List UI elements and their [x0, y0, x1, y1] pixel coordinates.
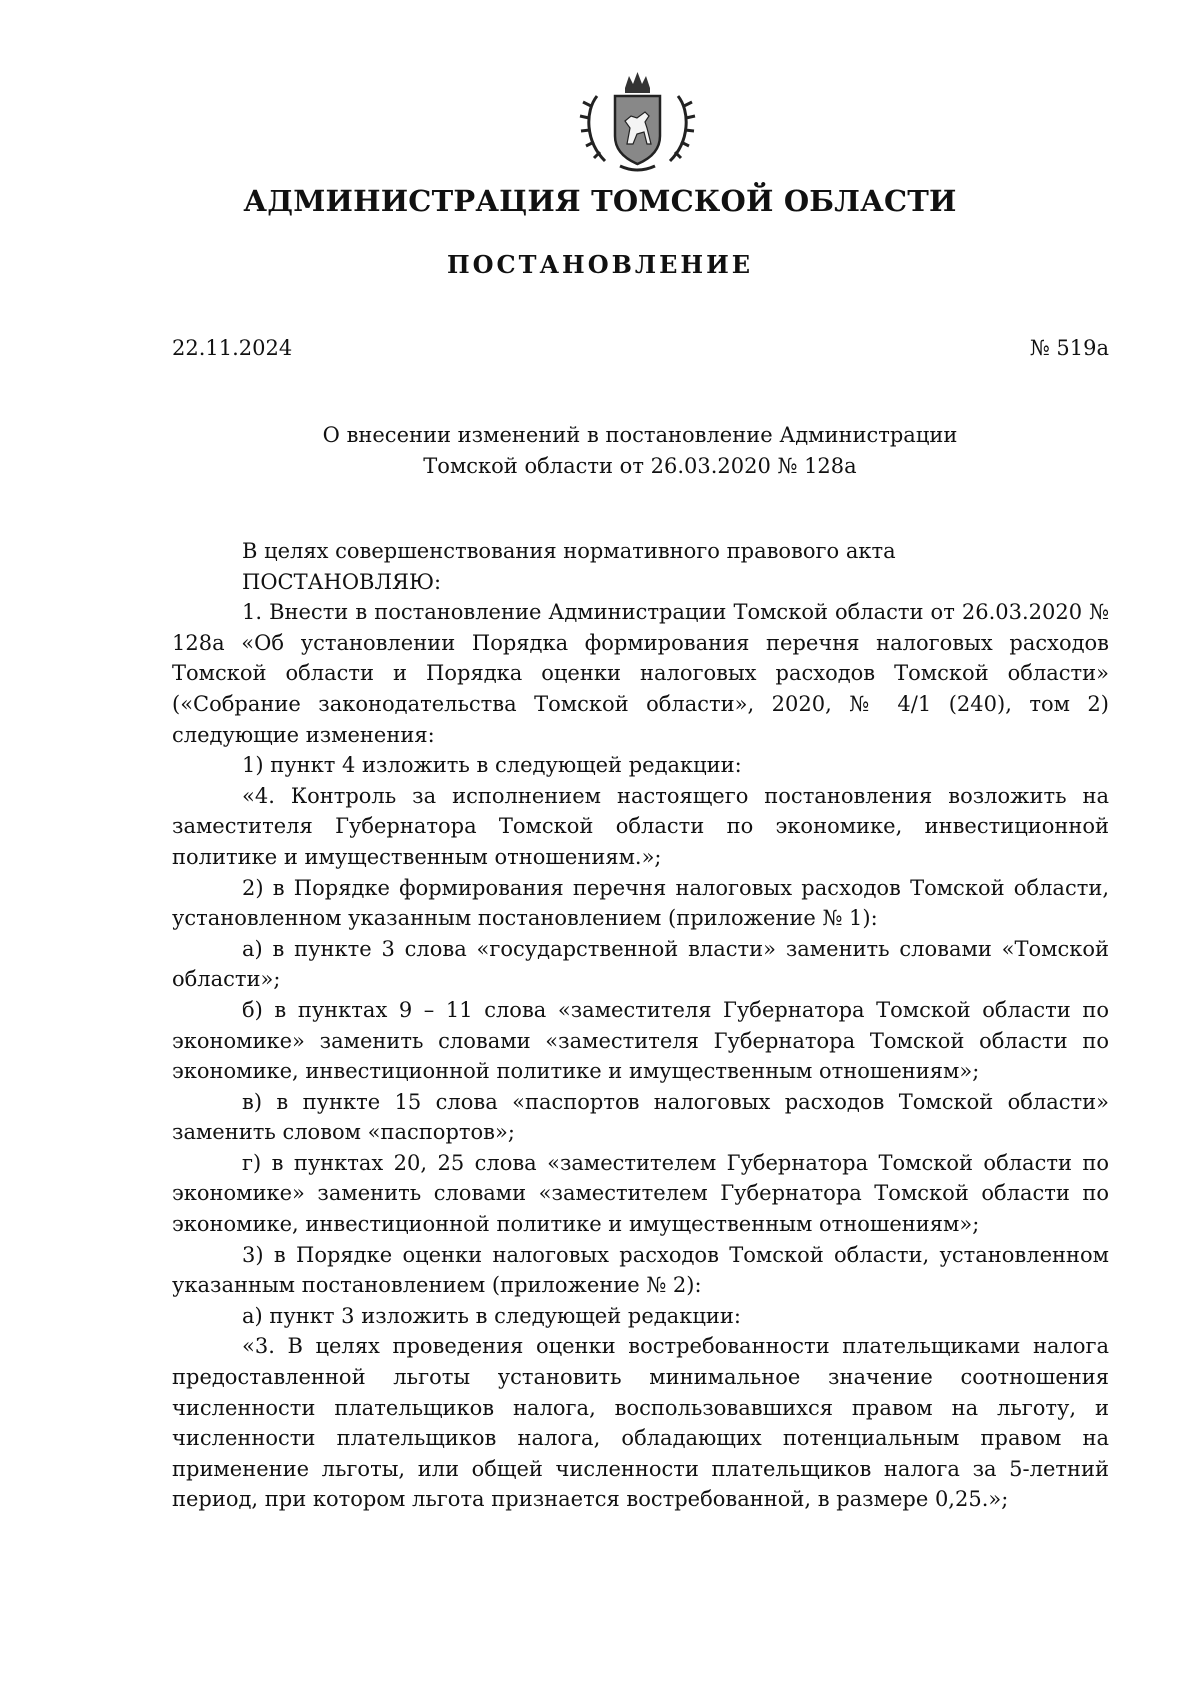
body-paragraph: в) в пункте 15 слова «паспортов налоговых расходов Томской области» заменить словом «паспортов»;	[172, 1089, 1109, 1145]
subject-line-2: Томской области от 26.03.2020 № 128а	[423, 454, 857, 478]
body-paragraph: г) в пунктах 20, 25 слова «заместителем Губернатора Томской области по экономике» заменить словами «заместителем Губернатора Томской области по экономике, инвестиционной политике и имущественным отношениям»;	[172, 1150, 1109, 1237]
document-number: № 519а	[1029, 336, 1109, 360]
coat-of-arms-icon	[575, 66, 700, 176]
document-body	[172, 536, 1109, 1515]
body-paragraph: 2) в Порядке формирования перечня налоговых расходов Томской области, установленном указанным постановлением (приложение № 1):	[172, 875, 1109, 931]
body-paragraph: В целях совершенствования нормативного правового акта	[242, 539, 896, 563]
body-paragraph: 1) пункт 4 изложить в следующей редакции:	[242, 753, 742, 778]
body-paragraph: «3. В целях проведения оценки востребованности плательщиками налога предоставленной льготы установить минимальное значение соотношения численности плательщиков налога, воспользовавшихся правом на льготу, и численности плательщиков налога, обладающих потенциальным правом на применение льготы, или общей численности плательщиков налога за 5-летний период, при котором льгота признается востребованной, в размере 0,25.»;	[172, 1334, 1109, 1512]
body-paragraph: «4. Контроль за исполнением настоящего постановления возложить на заместителя Губернатора Томской области по экономике, инвестиционной политике и имущественным отношениям.»;	[172, 783, 1109, 869]
document-subject	[180, 420, 1100, 482]
document-date: 22.11.2024	[172, 336, 293, 360]
body-paragraph: а) пункт 3 изложить в следующей редакции:	[242, 1303, 741, 1328]
body-paragraph: 3) в Порядке оценки налоговых расходов Томской области, установленном указанным постановлением (приложение № 2):	[172, 1242, 1109, 1298]
body-paragraph: 1. Внести в постановление Администрации Томской области от 26.03.2020 № 128а «Об установлении Порядка формирования перечня налоговых расходов Томской области и Порядка оценки налоговых расходов Томской области» («Собрание законодательства Томской области», 2020, № 4/1 (240), том 2) следующие изменения:	[172, 600, 1109, 747]
subject-line-1: О внесении изменений в постановление Администрации	[322, 423, 958, 447]
body-paragraph: а) в пункте 3 слова «государственной власти» заменить словами «Томской области»;	[172, 936, 1109, 992]
body-paragraph: ПОСТАНОВЛЯЮ:	[242, 569, 442, 594]
body-paragraph: б) в пунктах 9 – 11 слова «заместителя Губернатора Томской области по экономике» заменить словами «заместителя Губернатора Томской области по экономике, инвестиционной политике и имущественным отношениям»;	[172, 997, 1109, 1084]
organization-title: АДМИНИСТРАЦИЯ ТОМСКОЙ ОБЛАСТИ	[243, 184, 957, 218]
document-type-heading: ПОСТАНОВЛЕНИЕ	[446, 250, 754, 279]
document-meta-row	[172, 336, 1109, 360]
